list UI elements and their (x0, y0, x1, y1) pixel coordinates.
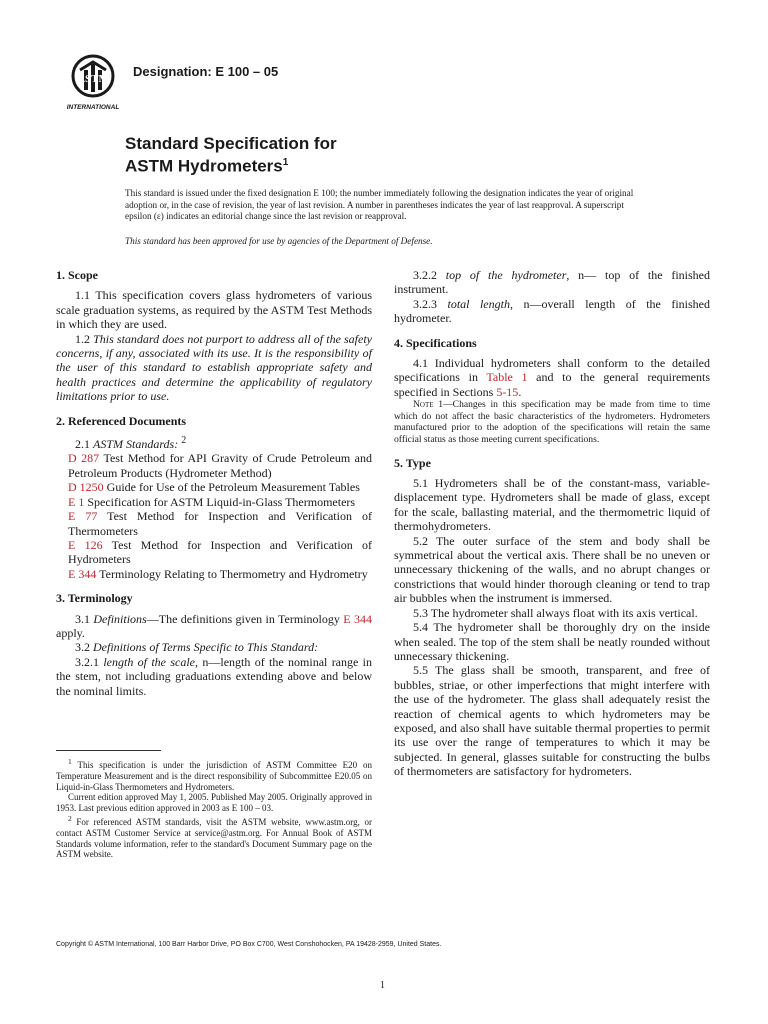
link-sections-5-15[interactable]: 5-15 (496, 384, 519, 399)
astm-logo (62, 52, 124, 114)
reference-code-link[interactable]: D 287 (68, 451, 100, 466)
reference-item (56, 567, 372, 581)
logo-subtext: INTERNATIONAL (66, 104, 120, 111)
para-5-1: 5.1 Hydrometers shall be of the constant-mass, variable-displacement type. Hydrometers shall be made of glass, except for the scale, ballasting material, and the thermometric liquid of thermohydrometers. (394, 476, 710, 534)
link-table-1[interactable]: Table 1 (486, 370, 528, 385)
right-column (394, 268, 710, 779)
reference-code-link[interactable]: E 126 (68, 537, 103, 552)
footnotes (56, 750, 372, 860)
para-3-2-1: 3.2.1 length of the scale, n—length of the nominal range in the stem, not including graduations extending above and below the nominal limits. (56, 654, 373, 698)
footnote-rule (56, 750, 161, 751)
reference-item (56, 538, 372, 567)
section-4-heading: 4. Specifications (394, 335, 477, 350)
reference-title: Test Method for Inspection and Verification of Hydrometers (68, 537, 372, 567)
section-2-heading: 2. Referenced Documents (56, 413, 187, 428)
reference-title: Terminology Relating to Thermometry and Hydrometry (99, 566, 368, 581)
para-3-2-2: 3.2.2 top of the hydrometer, n— top of the finished instrument. (394, 268, 711, 297)
para-1-2: 1.2 This standard does not purport to address all of the safety concerns, if any, associated with its use. It is the responsibility of the user of this standard to establish appropriate safety and health practices and determine the applicability of regulatory limitations prior to use. (56, 331, 372, 404)
reference-item (56, 495, 372, 509)
left-column (56, 268, 372, 698)
title-line-1: Standard Specification for (125, 134, 337, 153)
para-5-3: 5.3 The hydrometer shall always float with its axis vertical. (413, 605, 698, 620)
reference-code-link[interactable]: D 1250 (68, 480, 104, 495)
para-3-2: 3.2 Definitions of Terms Specific to This Standard: (75, 640, 319, 655)
para-5-5: 5.5 The glass shall be smooth, transparent, and free of bubbles, striae, or other imperfections that might interfere with the use of the hydrometer. The glass shall adequately resist the reaction of chemical agents to which hydrometers may be exposed, and also shall have suitable thermal properties to permit its use over the range of temperatures to which it may be subjected. In general, glasses suitable for constructing the bulbs of thermometers are satisfactory for hydrometers. (394, 663, 710, 779)
para-5-4: 5.4 The hydrometer shall be thoroughly dry on the inside when sealed. The top of the stem shall be neatly rounded without unnecessary thickening. (394, 620, 710, 663)
reference-item (56, 509, 372, 538)
title-line-2: ASTM Hydrometers$^1$ (125, 156, 289, 176)
reference-item (56, 480, 372, 494)
svg-text:ASTM: ASTM (77, 73, 109, 85)
para-2-1: 2.1 ASTM Standards: $^2$ (75, 435, 187, 452)
link-e344[interactable]: E 344 (343, 611, 372, 626)
para-1-1: 1.1 This specification covers glass hydrometers of various scale graduation systems, as required by the ASTM Test Methods in which they are used. (56, 288, 372, 332)
reference-title: Test Method for Inspection and Verification of Thermometers (68, 509, 372, 538)
para-3-2-3: 3.2.3 total length, n—overall length of the finished hydrometer. (394, 296, 710, 326)
section-5-heading: 5. Type (394, 455, 431, 470)
para-4-1: 4.1 Individual hydrometers shall conform to the detailed specifications in Table 1 and to the general requirements specified in Sections 5-15. (394, 356, 710, 399)
footnote-1: $^1$ This specification is under the jurisdiction of ASTM Committee E20 on Temperature Measurement and is the direct responsibility of Subcommittee E20.05 on Liquid-in-Glass Thermometers and Hydrometers. (56, 757, 372, 792)
designation: Designation: E 100 – 05 (133, 64, 279, 79)
intro-paragraph: This standard is issued under the fixed designation E 100; the number immediately following the designation indicates the year of original adoption or, in the case of revision, the year of last revision. A number in parentheses indicates the year of last reapproval. A superscript epsilon (ε) indicates an editorial change since the last revision or reapproval. (125, 188, 634, 222)
section-1-heading: 1. Scope (56, 268, 98, 282)
reference-code-link[interactable]: E 344 (68, 566, 97, 581)
reference-title: Test Method for API Gravity of Crude Petroleum and Petroleum Products (Hydrometer Method) (68, 451, 372, 480)
para-3-1: 3.1 Definitions—The definitions given in Terminology E 344 apply. (56, 611, 372, 640)
reference-code-link[interactable]: E 1 (68, 494, 85, 509)
dod-approval: This standard has been approved for use by agencies of the Department of Defense. (125, 235, 433, 246)
footnote-1b: Current edition approved May 1, 2005. Published May 2005. Originally approved in 1953. Last previous edition approved in 2003 as E 100 – 03. (56, 792, 372, 814)
section-3-heading: 3. Terminology (56, 591, 133, 606)
reference-item (56, 451, 372, 480)
reference-code-link[interactable]: E 77 (68, 509, 98, 524)
document-title (125, 134, 337, 176)
page-number: 1 (380, 980, 385, 991)
referenced-documents-list (56, 451, 372, 581)
copyright-notice: Copyright © ASTM International, 100 Barr Harbor Drive, PO Box C700, West Conshohocken, PA 19428-2959, United States. (56, 941, 442, 948)
intro-block (125, 188, 645, 247)
footnote-2: $^2$ For referenced ASTM standards, visit the ASTM website, www.astm.org, or contact ASTM Customer Service at service@astm.org. For Annual Book of ASTM Standards volume information, refer to the standard's Document Summary page on the ASTM website. (56, 813, 373, 860)
reference-title: Specification for ASTM Liquid-in-Glass Thermometers (87, 494, 356, 509)
para-5-2: 5.2 The outer surface of the stem and body shall be symmetrical about the vertical axis. There shall be no uneven or unnecessary thickening of the walls, and no abrupt changes or constrictions that would hinder thorough cleaning or tend to trap air bubbles when the instrument is immersed. (394, 533, 710, 606)
reference-title: Guide for Use of the Petroleum Measurement Tables (106, 480, 360, 495)
note-1: Note 1—Changes in this specification may be made from time to time which do not affect the basic characteristics of the hydrometers. Hydrometers manufactured prior to the adoption of the specifications will retain the same official status as those meeting current specifications. (394, 399, 710, 446)
